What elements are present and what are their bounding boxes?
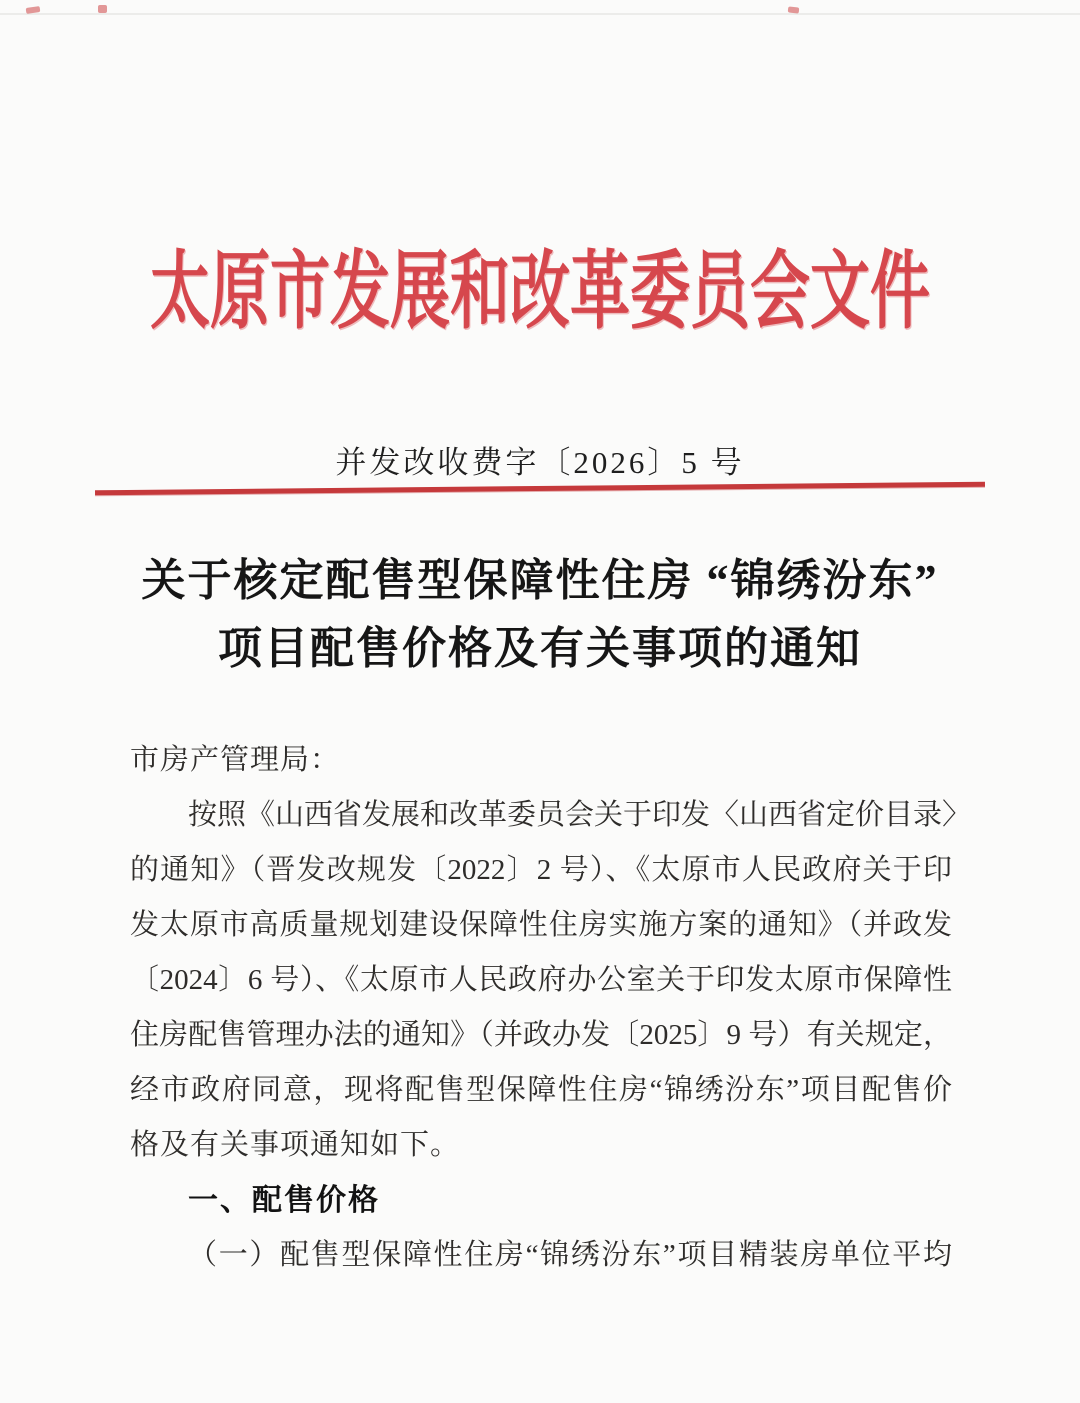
body-line: 的通知》（晋发改规发〔2022〕2 号）、《太原市人民政府关于印 xyxy=(130,854,952,886)
red-divider-rule xyxy=(95,482,985,496)
document-body xyxy=(130,733,972,1283)
document-title-line2: 项目配售价格及有关事项的通知 xyxy=(218,624,862,673)
body-line: 按照《山西省发展和改革委员会关于印发〈山西省定价目录〉 xyxy=(188,799,972,831)
agency-banner: 太原市发展和改革委员会文件 xyxy=(150,245,930,339)
body-line: 发太原市高质量规划建设保障性住房实施方案的通知》（并政发 xyxy=(130,909,952,941)
body-line: 〔2024〕6 号）、《太原市人民政府办公室关于印发太原市保障性 xyxy=(130,964,952,996)
body-line: 格及有关事项通知如下。 xyxy=(130,1129,461,1161)
section-heading-price: 一、配售价格 xyxy=(188,1184,380,1217)
body-salutation: 市房产管理局： xyxy=(130,744,341,776)
body-line: 住房配售管理办法的通知》（并政办发〔2025〕9 号）有关规定， xyxy=(130,1019,952,1051)
body-line: （一）配售型保障性住房“锦绣汾东”项目精装房单位平均 xyxy=(188,1239,952,1271)
document-number: 并发改收费字〔2026〕5 号 xyxy=(335,445,745,480)
body-line: 经市政府同意，现将配售型保障性住房“锦绣汾东”项目配售价 xyxy=(130,1074,952,1106)
scan-artifact xyxy=(98,5,107,13)
scan-artifact xyxy=(788,6,800,13)
document-title xyxy=(0,547,1080,683)
document-title-line1: 关于核定配售型保障性住房 “锦绣汾东” xyxy=(141,556,939,605)
scan-edge-line xyxy=(0,13,1080,15)
